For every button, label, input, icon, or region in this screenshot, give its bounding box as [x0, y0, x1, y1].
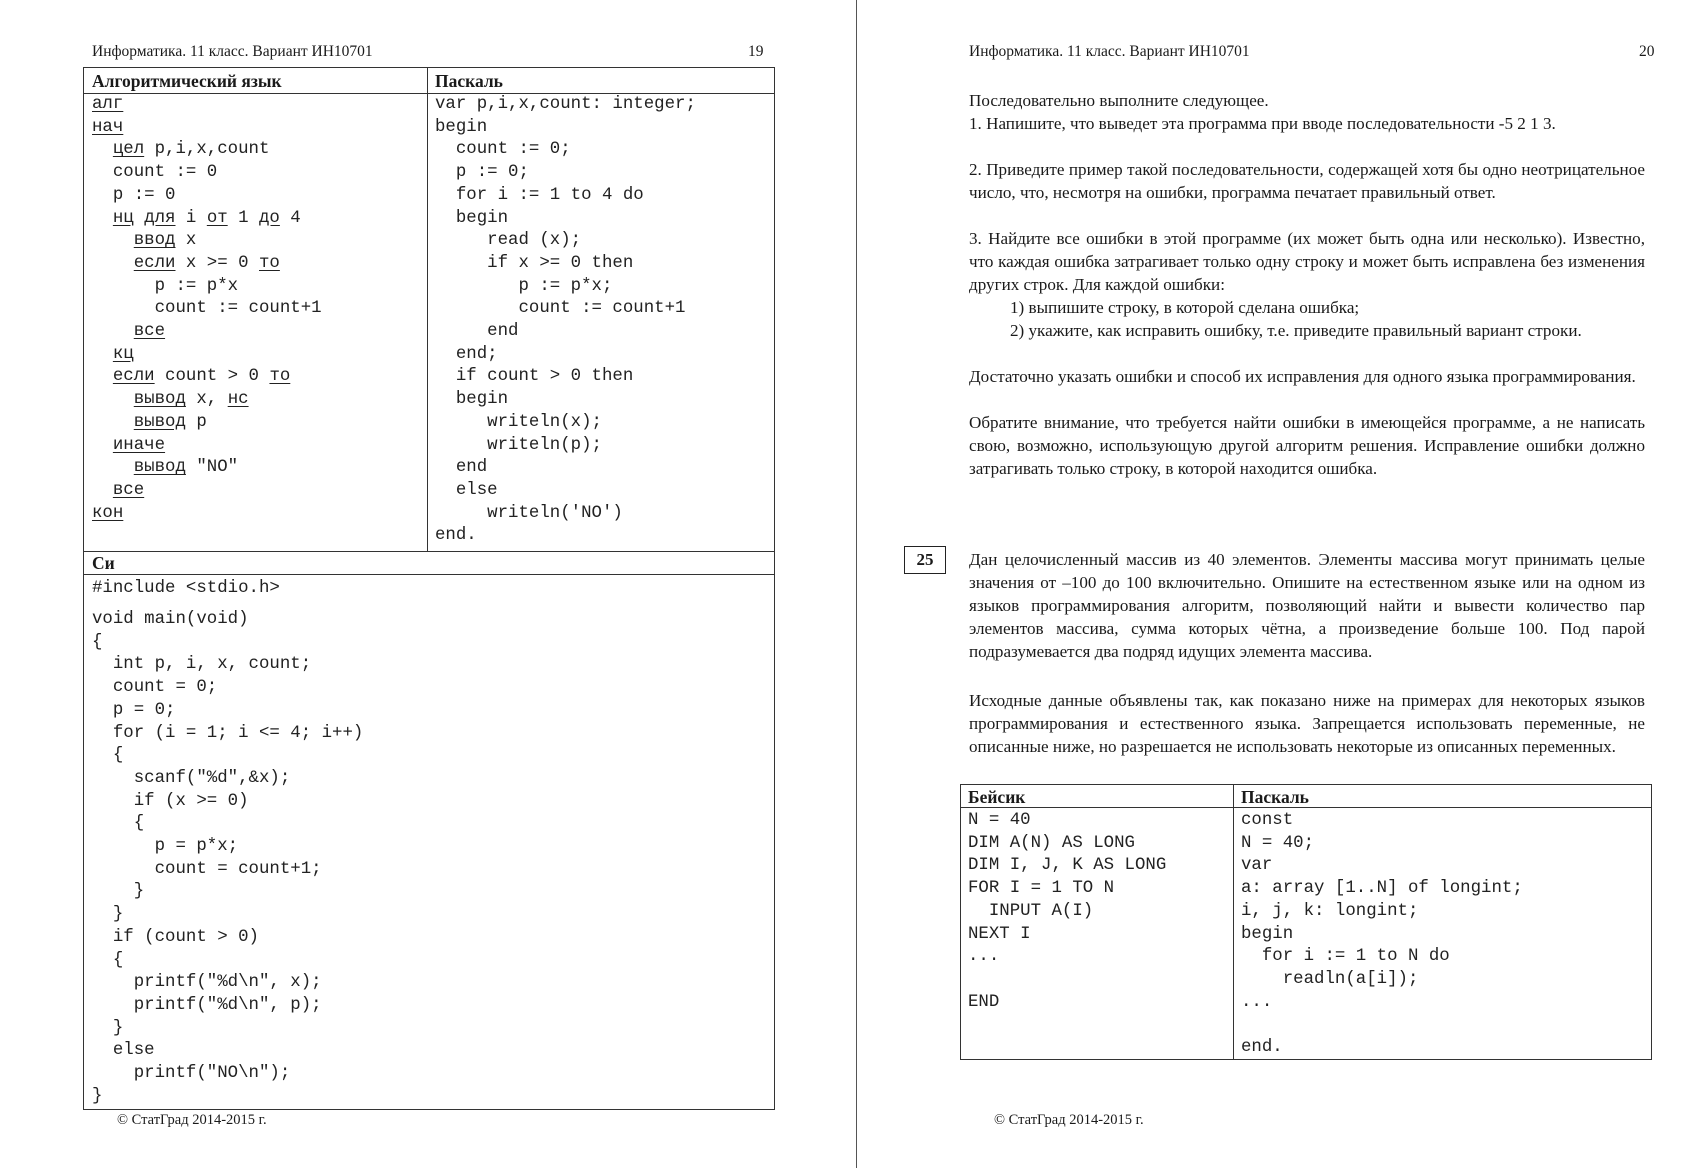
keyword: цел	[112, 140, 145, 160]
code-line: void main(void)	[92, 610, 249, 629]
algo-column-header: Алгоритмический язык	[92, 71, 282, 91]
code-line	[92, 366, 290, 388]
code-line	[92, 185, 176, 207]
code-line: count = 0;	[92, 678, 218, 698]
code-line: printf("%d\n", p);	[92, 995, 322, 1015]
keyword: вывод	[133, 458, 186, 478]
code-line: int p, i, x, count;	[92, 655, 312, 675]
code-line: const	[1241, 811, 1294, 830]
code-line: INPUT A(I)	[968, 901, 1094, 921]
code-line: ...	[1241, 992, 1273, 1012]
code-line	[92, 276, 238, 298]
code-line: scanf("%d",&x);	[92, 768, 291, 788]
code-line: begin	[435, 390, 509, 410]
code-line: end	[435, 322, 519, 341]
code-text: x	[175, 231, 197, 251]
code-line: {	[92, 632, 103, 652]
basic-column-header: Бейсик	[968, 787, 1026, 807]
code-line: {	[92, 814, 145, 834]
instruction-step-2: 2. Приведите пример такой последовательности, содержащей хотя бы одно неотрицательное число, что, несмотря на ошибки, программа печатает правильный ответ.	[969, 160, 1645, 202]
code-line	[92, 389, 249, 411]
code-line: NEXT I	[968, 924, 1031, 944]
keyword: алг	[92, 95, 124, 114]
code-line: readln(a[i]);	[1241, 969, 1419, 989]
code-line: for (i = 1; i <= 4; i++)	[92, 723, 364, 743]
code-text	[92, 322, 134, 341]
code-text: "NO"	[185, 458, 239, 478]
code-text: i	[175, 208, 207, 228]
page-number: 20	[1639, 43, 1655, 60]
keyword: нц	[112, 208, 134, 228]
code-line: a: array [1..N] of longint;	[1241, 879, 1523, 899]
code-line	[92, 457, 238, 479]
code-line: {	[92, 746, 124, 766]
code-line: #include <stdio.h>	[92, 579, 280, 598]
code-text	[92, 367, 113, 386]
code-line: writeln(x);	[435, 412, 602, 432]
code-text	[92, 209, 113, 228]
keyword: то	[269, 367, 291, 387]
code-text	[92, 254, 134, 273]
code-line: p := p*x;	[435, 276, 613, 296]
keyword: ввод	[133, 231, 176, 251]
code-line: var	[1241, 856, 1273, 876]
code-line: else	[92, 1041, 155, 1061]
keyword: все	[112, 480, 145, 500]
code-text: count := count+1	[92, 299, 322, 319]
code-line: var p,i,x,count: integer;	[435, 95, 696, 114]
instruction-substep-2: 2) укажите, как исправить ошибку, т.е. приведите правильный вариант строки.	[1010, 321, 1582, 340]
code-line	[92, 503, 123, 525]
c-column-header: Си	[92, 553, 115, 573]
code-line: if count > 0 then	[435, 367, 634, 387]
code-line: }	[92, 1086, 103, 1106]
code-text	[134, 209, 144, 228]
instruction-step-1: 1. Напишите, что выведет эта программа при вводе последовательности -5 2 1 3.	[969, 114, 1556, 133]
code-line: DIM I, J, K AS LONG	[968, 856, 1167, 876]
code-line	[92, 94, 123, 116]
instruction-note-language: Достаточно указать ошибки и способ их исправления для одного языка программирования.	[969, 367, 1636, 386]
keyword: вывод	[133, 390, 186, 410]
code-line: }	[92, 905, 124, 925]
code-line: N = 40	[968, 811, 1031, 830]
code-line: i, j, k: longint;	[1241, 901, 1419, 921]
code-text	[92, 481, 113, 500]
keyword: если	[112, 367, 155, 387]
keyword: кон	[92, 503, 124, 523]
code-line: if (count > 0)	[92, 927, 259, 947]
code-line: DIM A(N) AS LONG	[968, 833, 1135, 853]
code-line: else	[435, 480, 498, 500]
code-text: 4	[279, 208, 301, 228]
code-text: count > 0	[154, 367, 270, 387]
code-text	[92, 413, 134, 432]
code-line: for i := 1 to N do	[1241, 947, 1450, 967]
keyword: нач	[92, 117, 124, 137]
keyword: вывод	[133, 412, 186, 432]
code-text	[92, 231, 134, 250]
keyword: нс	[227, 390, 249, 410]
code-line: p = 0;	[92, 700, 176, 720]
code-line	[92, 344, 134, 366]
code-text: p := 0	[92, 185, 176, 205]
code-line: writeln(p);	[435, 435, 602, 455]
keyword: иначе	[112, 435, 166, 455]
code-line	[92, 480, 144, 502]
code-line: printf("NO\n");	[92, 1064, 291, 1083]
instruction-intro: Последовательно выполните следующее.	[969, 91, 1269, 110]
keyword: для	[144, 208, 176, 228]
task-number-badge: 25	[904, 546, 946, 574]
code-line: if (x >= 0)	[92, 791, 249, 811]
keyword: то	[259, 253, 280, 273]
code-line	[92, 298, 322, 320]
page-header: Информатика. 11 класс. Вариант ИН10701	[969, 43, 1250, 60]
code-line	[92, 117, 123, 139]
code-text: x >= 0	[175, 253, 259, 273]
task-description: Дан целочисленный массив из 40 элементов. Элементы массива могут принимать целые значения от –100 до 100 включительно. Опишите на естественном языке или на одном из языков программирования алгоритм, позволяющий найти и вывести количество пар элементов массива, сумма которых чётна, а произведение больше 100. Под парой подразумевается два подряд идущих элемента массива.	[969, 550, 1645, 661]
code-line	[92, 253, 280, 275]
code-line	[92, 230, 196, 252]
code-line: end.	[435, 526, 477, 546]
code-line: end.	[1241, 1038, 1283, 1057]
code-line: }	[92, 882, 145, 902]
keyword: если	[133, 253, 176, 273]
code-line: FOR I = 1 TO N	[968, 879, 1115, 899]
code-text: 1	[227, 208, 259, 228]
right-page	[857, 0, 1708, 1168]
code-line	[92, 321, 165, 343]
code-text: p	[185, 412, 207, 432]
instruction-note-fix: Обратите внимание, что требуется найти ошибки в имеющейся программе, а не написать свою, возможно, использующую другой алгоритм решения. Исправление ошибки должно затрагивать только строку, в которой находится ошибка.	[969, 413, 1645, 478]
code-text	[92, 436, 113, 455]
code-text: x,	[185, 390, 228, 410]
page-header: Информатика. 11 класс. Вариант ИН10701	[92, 43, 373, 60]
code-line: for i := 1 to 4 do	[435, 185, 644, 205]
keyword: от	[206, 208, 228, 228]
keyword: до	[259, 208, 280, 228]
code-line: end;	[435, 344, 498, 364]
code-line: count = count+1;	[92, 859, 322, 879]
keyword: кц	[112, 344, 134, 364]
code-line	[92, 208, 301, 230]
code-line: if x >= 0 then	[435, 253, 634, 273]
code-line: {	[92, 950, 124, 970]
code-line: }	[92, 1018, 124, 1038]
code-text	[92, 345, 113, 364]
code-line: ...	[968, 947, 1000, 967]
code-text	[92, 390, 134, 409]
code-line: END	[968, 992, 1000, 1012]
code-line: p = p*x;	[92, 837, 239, 856]
pascal-column-header: Паскаль	[435, 71, 503, 91]
code-line	[92, 412, 207, 434]
code-line	[92, 139, 269, 161]
instruction-substep-1: 1) выпишите строку, в которой сделана ошибка;	[1010, 298, 1360, 317]
code-text: count := 0	[92, 163, 218, 183]
task-constraints: Исходные данные объявлены так, как показано ниже на примерах для некоторых языков программирования и естественного языка. Запрещается использовать переменные, не описанные ниже, но разрешается не использовать некоторые из описанных переменных.	[969, 691, 1645, 756]
page-footer: © СтатГрад 2014-2015 г.	[994, 1112, 1144, 1128]
code-text	[92, 140, 113, 159]
code-line: N = 40;	[1241, 833, 1315, 853]
keyword: все	[133, 322, 166, 341]
code-line: count := count+1	[435, 299, 686, 319]
code-line: end	[435, 458, 488, 478]
code-line: begin	[435, 117, 488, 137]
code-line: printf("%d\n", x);	[92, 973, 322, 993]
pascal-column-header: Паскаль	[1241, 787, 1309, 807]
page-footer: © СтатГрад 2014-2015 г.	[117, 1112, 267, 1128]
code-line: begin	[1241, 924, 1294, 944]
code-text	[92, 458, 134, 477]
code-line	[92, 435, 165, 457]
code-text: p := p*x	[92, 276, 239, 296]
page-number: 19	[748, 43, 764, 60]
code-text: p,i,x,count	[144, 140, 270, 160]
code-line: begin	[435, 208, 509, 228]
instruction-step-3: 3. Найдите все ошибки в этой программе (их может быть одна или несколько). Известно, что каждая ошибка затрагивает только одну строку и может быть исправлена без изменения других строк. Для каждой ошибки:	[969, 229, 1645, 294]
code-line	[92, 162, 217, 184]
code-line: count := 0;	[435, 140, 571, 160]
code-line: p := 0;	[435, 163, 529, 183]
code-line: writeln('NO')	[435, 503, 623, 523]
code-line: read (x);	[435, 231, 582, 251]
